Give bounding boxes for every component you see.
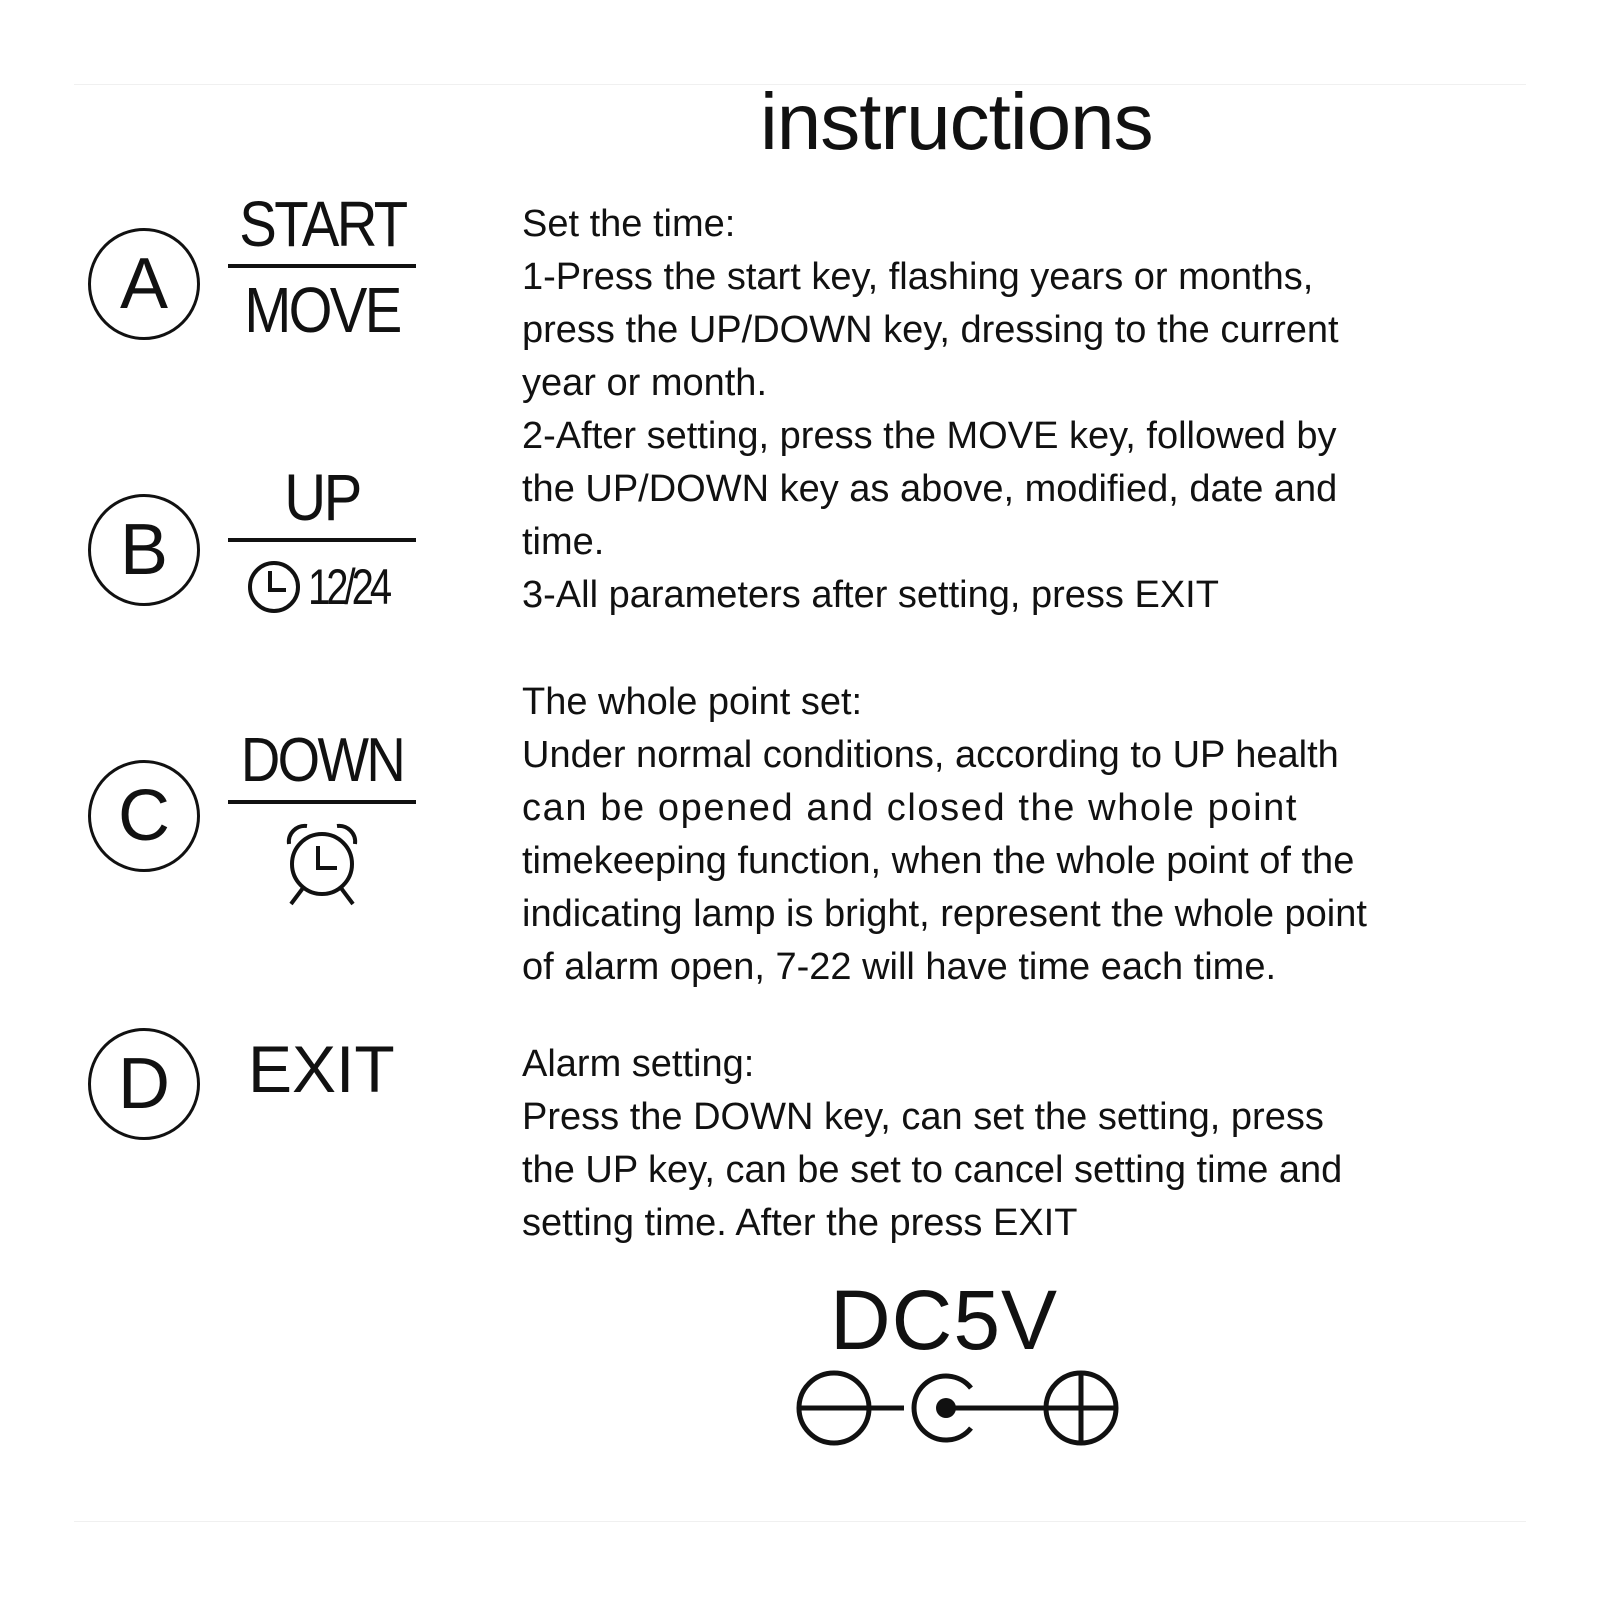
text-line: time. [522,521,605,563]
text-line: setting time. After the press EXIT [522,1202,1078,1244]
text-line: indicating lamp is bright, represent the whole point [522,893,1367,935]
section-whole-point [522,676,1482,994]
section-set-time [522,198,1482,622]
text-line: Press the DOWN key, can set the setting, press [522,1096,1324,1138]
key-a-row [88,188,418,368]
text-line: can be opened and closed the whole point [522,787,1298,829]
plus-circle-icon [1046,1373,1116,1443]
fraction-divider [228,800,416,804]
text-line: year or month. [522,362,767,404]
text-line: timekeeping function, when the whole point of the [522,840,1355,882]
key-a-labels [228,188,416,346]
fraction-divider [228,538,416,542]
key-b-top-label: UP [284,460,360,534]
text-line: the UP/DOWN key as above, modified, date and [522,468,1338,510]
key-b-bottom-label: 12/24 [307,559,389,615]
text-line: Under normal conditions, according to UP health [522,734,1339,776]
text-line: the UP key, can be set to cancel setting time and [522,1149,1343,1191]
fraction-divider [228,264,416,268]
text-line: 3-All parameters after setting, press EXIT [522,574,1219,616]
key-a-top-label: START [239,188,406,260]
key-c-row [88,726,418,900]
key-d-row [88,1028,418,1168]
key-b-bottom [228,552,416,622]
section-heading: The whole point set: [522,681,863,723]
clock-icon [246,559,302,615]
polarity-diagram [796,1364,1156,1454]
key-b-circle: B [88,494,200,606]
key-b-row [88,460,418,634]
text-line: 2-After setting, press the MOVE key, followed by [522,415,1337,457]
text-line: of alarm open, 7-22 will have time each time. [522,946,1277,988]
key-c-bottom [228,814,416,910]
key-a-bottom-label: MOVE [244,274,400,346]
key-a-circle: A [88,228,200,340]
key-c-circle: C [88,760,200,872]
section-heading: Set the time: [522,203,736,245]
page-title: instructions [760,77,1153,166]
minus-circle-icon [799,1373,869,1443]
key-c-labels [228,726,416,910]
key-d-circle: D [88,1028,200,1140]
key-d-label: EXIT [248,1032,395,1106]
text-line: press the UP/DOWN key, dressing to the current [522,309,1339,351]
text-line: 1-Press the start key, flashing years or months, [522,256,1314,298]
section-alarm [522,1038,1482,1250]
section-heading: Alarm setting: [522,1043,755,1085]
key-b-labels [228,460,416,622]
power-label: DC5V [830,1273,1059,1367]
alarm-clock-icon [277,816,367,908]
key-c-top-label: DOWN [240,726,404,795]
